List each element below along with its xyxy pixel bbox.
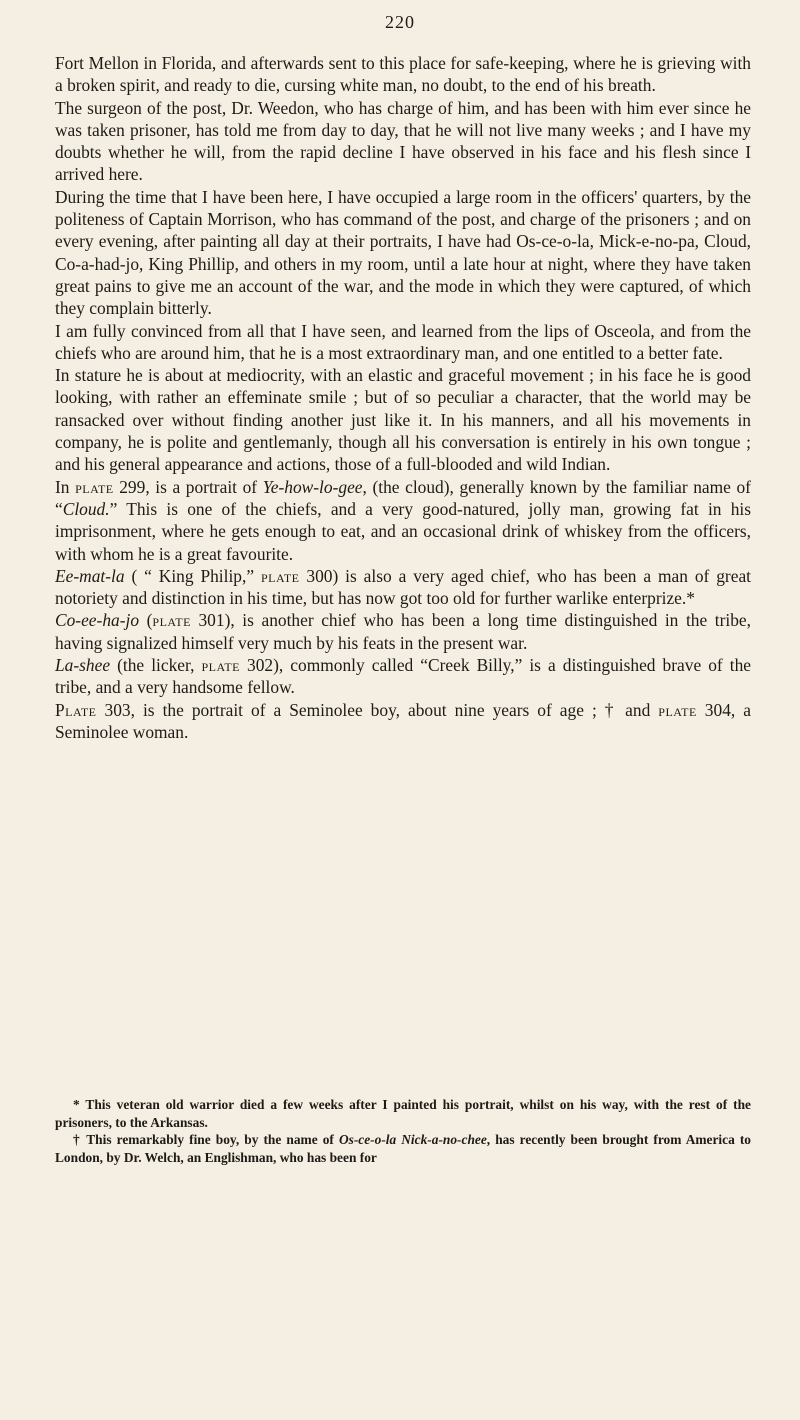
paragraph-plate-302: La-shee (the licker, plate 302), commonly called “Creek Billy,” is a distinguished brave of the tribe, and a very handsome fellow. — [55, 655, 751, 698]
page-number: 220 — [385, 12, 415, 32]
paragraph-surgeon: The surgeon of the post, Dr. Weedon, who has charge of him, and has been with him ever since he was taken prisoner, has told me from day to day, that he will not live many weeks ; and I have my doubts whether he will, from the rapid decline I have observed in his face and his flesh since I arrived here. — [55, 97, 751, 185]
main-text — [55, 52, 751, 743]
paragraph-plate-300: Ee-mat-la ( “ King Philip,” plate 300) is also a very aged chief, who has been a man of great notoriety and distinction in his time, but has now got too old for further warlike enterprize.* — [55, 565, 751, 609]
chief-name: La-shee — [55, 655, 111, 676]
boy-name: Os-ce-o-la Nick-a-no-chee — [338, 1132, 487, 1148]
chief-name: Ee-mat-la — [55, 565, 125, 586]
paragraph-continuation: Fort Mellon in Florida, and afterwards sent to this place for safe-keeping, where he is grieving with a broken spirit, and ready to die, cursing white man, no doubt, to the end of his breath. — [55, 53, 751, 96]
footnote-1: * This veteran old warrior died a few weeks after I painted his portrait, whilst on his way, with the rest of the prisoners, to the Arkansas. — [55, 1097, 751, 1130]
paragraph-stature: In stature he is about at mediocrity, with an elastic and graceful movement ; in his face he is good looking, with rather an effeminate smile ; but of so peculiar a character, that the world may be ransacked over without finding another just like it. In his manners, and all his movements in company, he is polite and gentlemanly, though all his conversation is entirely in his own tongue ; and his general appearance and actions, those of a full-blooded and wild Indian. — [55, 365, 751, 475]
paragraph-plate-301: Co-ee-ha-jo (plate 301), is another chief who has been a long time distinguished in the tribe, having signalized himself very much by his feats in the present war. — [55, 610, 751, 653]
footnotes — [55, 1096, 751, 1166]
paragraph-plate-299: In plate 299, is a portrait of Ye-how-lo-gee, (the cloud), generally known by the familiar name of “Cloud.” This is one of the chiefs, and a very good-natured, jolly man, growing fat in his imprisonment, where he gets enough to eat, and an occasional drink of whiskey from the officers, with whom he is a great favourite. — [55, 476, 751, 564]
footnote-2: † This remarkably fine boy, by the name of Os-ce-o-la Nick-a-no-chee, has recently been brought from America to London, by Dr. Welch, an Englishman, who has been for — [55, 1132, 751, 1165]
chief-name: Ye-how-lo-gee — [262, 476, 363, 497]
paragraph-osceola: I am fully convinced from all that I have seen, and learned from the lips of Osceola, and from the chiefs who are around him, that he is a most extraordinary man, and one entitled to a better fate. — [55, 320, 751, 363]
chief-name: Co-ee-ha-jo — [55, 610, 140, 631]
paragraph-quarters: During the time that I have been here, I have occupied a large room in the officers' quarters, by the politeness of Captain Morrison, who has command of the post, and charge of the prisoners ; and on every evening, after painting all day at their portraits, I have had Os-ce-o-la, Mick-e-no-pa, Cloud, Co-a-had-jo, King Phillip, and others in my room, until a late hour at night, where they have taken great pains to give me an account of the war, and the mode in which they were captured, of which they complain bitterly. — [55, 186, 751, 319]
paragraph-plate-303: Plate 303, is the portrait of a Seminolee boy, about nine years of age ; † and plate 304, a Seminolee woman. — [55, 699, 751, 742]
